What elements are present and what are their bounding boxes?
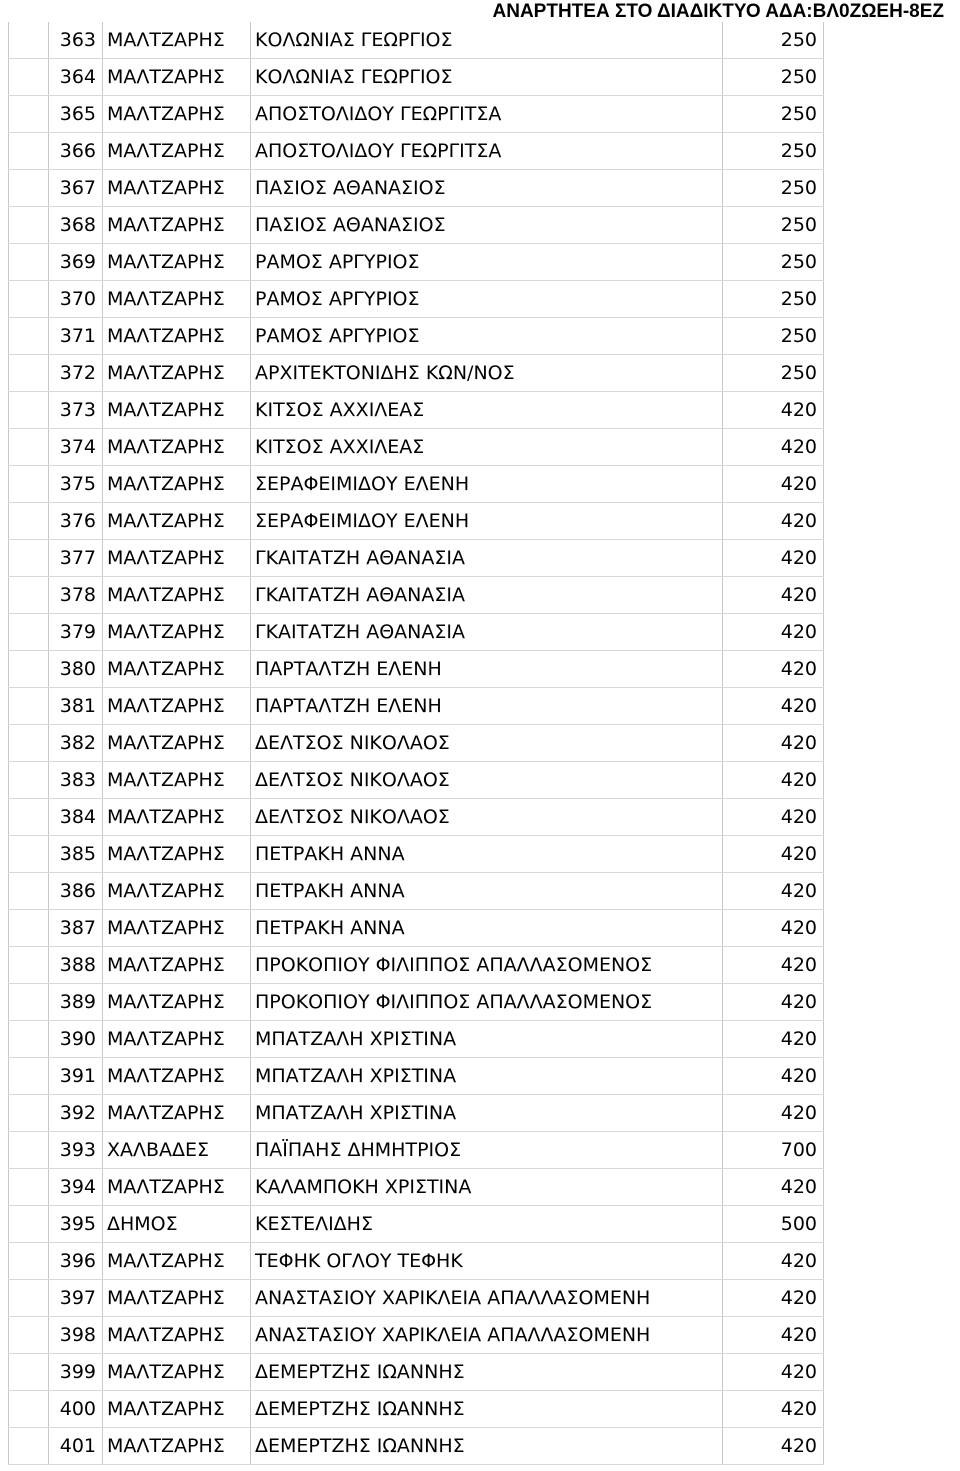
row-number: 396 xyxy=(49,1243,103,1280)
person-name: ΚΟΛΩΝΙΑΣ ΓΕΩΡΓΙΟΣ xyxy=(251,59,723,96)
area-name: ΜΑΛΤΖΑΡΗΣ xyxy=(103,1391,251,1428)
area-name: ΜΑΛΤΖΑΡΗΣ xyxy=(103,910,251,947)
blank-cell xyxy=(9,725,49,762)
area-name: ΜΑΛΤΖΑΡΗΣ xyxy=(103,688,251,725)
area-name: ΧΑΛΒΑΔΕΣ xyxy=(103,1132,251,1169)
table-row xyxy=(9,22,824,59)
row-number: 369 xyxy=(49,244,103,281)
amount-value: 250 xyxy=(723,170,824,207)
area-name: ΜΑΛΤΖΑΡΗΣ xyxy=(103,133,251,170)
row-number: 384 xyxy=(49,799,103,836)
amount-value: 420 xyxy=(723,392,824,429)
person-name: ΓΚΑΙΤΑΤΖΗ ΑΘΑΝΑΣΙΑ xyxy=(251,540,723,577)
row-number: 375 xyxy=(49,466,103,503)
amount-value: 250 xyxy=(723,22,824,59)
amount-value: 420 xyxy=(723,836,824,873)
row-number: 363 xyxy=(49,22,103,59)
area-name: ΜΑΛΤΖΑΡΗΣ xyxy=(103,318,251,355)
blank-cell xyxy=(9,59,49,96)
row-number: 376 xyxy=(49,503,103,540)
amount-value: 250 xyxy=(723,244,824,281)
person-name: ΓΚΑΙΤΑΤΖΗ ΑΘΑΝΑΣΙΑ xyxy=(251,614,723,651)
person-name: ΠΑΡΤΑΛΤΖΗ ΕΛΕΝΗ xyxy=(251,688,723,725)
table-row xyxy=(9,688,824,725)
area-name: ΜΑΛΤΖΑΡΗΣ xyxy=(103,22,251,59)
amount-value: 420 xyxy=(723,1021,824,1058)
table-row xyxy=(9,725,824,762)
table-row xyxy=(9,170,824,207)
person-name: ΠΑΣΙΟΣ ΑΘΑΝΑΣΙΟΣ xyxy=(251,170,723,207)
person-name: ΑΠΟΣΤΟΛΙΔΟΥ ΓΕΩΡΓΙΤΣΑ xyxy=(251,133,723,170)
blank-cell xyxy=(9,318,49,355)
area-name: ΜΑΛΤΖΑΡΗΣ xyxy=(103,1021,251,1058)
area-name: ΜΑΛΤΖΑΡΗΣ xyxy=(103,392,251,429)
blank-cell xyxy=(9,1058,49,1095)
blank-cell xyxy=(9,466,49,503)
amount-value: 420 xyxy=(723,540,824,577)
table-row xyxy=(9,59,824,96)
row-number: 372 xyxy=(49,355,103,392)
table-row xyxy=(9,355,824,392)
person-name: ΚΙΤΣΟΣ ΑΧΧΙΛΕΑΣ xyxy=(251,392,723,429)
blank-cell xyxy=(9,503,49,540)
blank-cell xyxy=(9,429,49,466)
table-row xyxy=(9,540,824,577)
blank-cell xyxy=(9,651,49,688)
amount-value: 420 xyxy=(723,1317,824,1354)
blank-cell xyxy=(9,1428,49,1465)
amount-value: 700 xyxy=(723,1132,824,1169)
amount-value: 420 xyxy=(723,577,824,614)
blank-cell xyxy=(9,244,49,281)
amount-value: 420 xyxy=(723,1169,824,1206)
table-row xyxy=(9,429,824,466)
row-number: 401 xyxy=(49,1428,103,1465)
area-name: ΜΑΛΤΖΑΡΗΣ xyxy=(103,503,251,540)
blank-cell xyxy=(9,1095,49,1132)
table-row xyxy=(9,96,824,133)
table-row xyxy=(9,577,824,614)
person-name: ΠΑΡΤΑΛΤΖΗ ΕΛΕΝΗ xyxy=(251,651,723,688)
amount-value: 250 xyxy=(723,355,824,392)
table-row xyxy=(9,799,824,836)
blank-cell xyxy=(9,1280,49,1317)
table-row xyxy=(9,651,824,688)
person-name: ΑΝΑΣΤΑΣΙΟΥ ΧΑΡΙΚΛΕΙΑ ΑΠΑΛΛΑΣΟΜΕΝΗ xyxy=(251,1317,723,1354)
table-row xyxy=(9,1428,824,1465)
area-name: ΜΑΛΤΖΑΡΗΣ xyxy=(103,96,251,133)
row-number: 379 xyxy=(49,614,103,651)
person-name: ΠΕΤΡΑΚΗ ΑΝΝΑ xyxy=(251,836,723,873)
person-name: ΚΙΤΣΟΣ ΑΧΧΙΛΕΑΣ xyxy=(251,429,723,466)
row-number: 391 xyxy=(49,1058,103,1095)
table-row xyxy=(9,318,824,355)
person-name: ΔΕΛΤΣΟΣ ΝΙΚΟΛΑΟΣ xyxy=(251,799,723,836)
area-name: ΜΑΛΤΖΑΡΗΣ xyxy=(103,614,251,651)
person-name: ΡΑΜΟΣ ΑΡΓΥΡΙΟΣ xyxy=(251,281,723,318)
table-row xyxy=(9,466,824,503)
table-row xyxy=(9,1021,824,1058)
blank-cell xyxy=(9,614,49,651)
blank-cell xyxy=(9,1391,49,1428)
row-number: 388 xyxy=(49,947,103,984)
table-row xyxy=(9,873,824,910)
table-row xyxy=(9,133,824,170)
blank-cell xyxy=(9,984,49,1021)
amount-value: 420 xyxy=(723,799,824,836)
table-row xyxy=(9,503,824,540)
row-number: 364 xyxy=(49,59,103,96)
row-number: 378 xyxy=(49,577,103,614)
amount-value: 250 xyxy=(723,318,824,355)
blank-cell xyxy=(9,577,49,614)
person-name: ΚΑΛΑΜΠΟΚΗ ΧΡΙΣΤΙΝΑ xyxy=(251,1169,723,1206)
table-row xyxy=(9,947,824,984)
row-number: 386 xyxy=(49,873,103,910)
table-row xyxy=(9,614,824,651)
records-table-body xyxy=(9,22,824,1465)
person-name: ΜΠΑΤΖΑΛΗ ΧΡΙΣΤΙΝΑ xyxy=(251,1021,723,1058)
table-row xyxy=(9,281,824,318)
blank-cell xyxy=(9,1169,49,1206)
amount-value: 420 xyxy=(723,429,824,466)
area-name: ΜΑΛΤΖΑΡΗΣ xyxy=(103,59,251,96)
person-name: ΠΡΟΚΟΠΙΟΥ ΦΙΛΙΠΠΟΣ ΑΠΑΛΛΑΣΟΜΕΝΟΣ xyxy=(251,984,723,1021)
blank-cell xyxy=(9,1243,49,1280)
table-row xyxy=(9,1391,824,1428)
amount-value: 420 xyxy=(723,1280,824,1317)
blank-cell xyxy=(9,799,49,836)
area-name: ΜΑΛΤΖΑΡΗΣ xyxy=(103,281,251,318)
table-row xyxy=(9,1280,824,1317)
person-name: ΣΕΡΑΦΕΙΜΙΔΟΥ ΕΛΕΝΗ xyxy=(251,466,723,503)
row-number: 373 xyxy=(49,392,103,429)
table-row xyxy=(9,207,824,244)
row-number: 382 xyxy=(49,725,103,762)
blank-cell xyxy=(9,96,49,133)
amount-value: 420 xyxy=(723,1095,824,1132)
area-name: ΜΑΛΤΖΑΡΗΣ xyxy=(103,355,251,392)
blank-cell xyxy=(9,762,49,799)
area-name: ΜΑΛΤΖΑΡΗΣ xyxy=(103,873,251,910)
area-name: ΜΑΛΤΖΑΡΗΣ xyxy=(103,1280,251,1317)
table-row xyxy=(9,1058,824,1095)
person-name: ΔΕΛΤΣΟΣ ΝΙΚΟΛΑΟΣ xyxy=(251,725,723,762)
person-name: ΔΕΜΕΡΤΖΗΣ ΙΩΑΝΝΗΣ xyxy=(251,1354,723,1391)
area-name: ΜΑΛΤΖΑΡΗΣ xyxy=(103,836,251,873)
area-name: ΜΑΛΤΖΑΡΗΣ xyxy=(103,1243,251,1280)
row-number: 370 xyxy=(49,281,103,318)
blank-cell xyxy=(9,947,49,984)
person-name: ΠΡΟΚΟΠΙΟΥ ΦΙΛΙΠΠΟΣ ΑΠΑΛΛΑΣΟΜΕΝΟΣ xyxy=(251,947,723,984)
area-name: ΜΑΛΤΖΑΡΗΣ xyxy=(103,799,251,836)
row-number: 392 xyxy=(49,1095,103,1132)
blank-cell xyxy=(9,1021,49,1058)
area-name: ΜΑΛΤΖΑΡΗΣ xyxy=(103,1095,251,1132)
row-number: 398 xyxy=(49,1317,103,1354)
amount-value: 250 xyxy=(723,96,824,133)
area-name: ΜΑΛΤΖΑΡΗΣ xyxy=(103,429,251,466)
blank-cell xyxy=(9,836,49,873)
row-number: 394 xyxy=(49,1169,103,1206)
area-name: ΜΑΛΤΖΑΡΗΣ xyxy=(103,651,251,688)
blank-cell xyxy=(9,22,49,59)
person-name: ΠΑΣΙΟΣ ΑΘΑΝΑΣΙΟΣ xyxy=(251,207,723,244)
person-name: ΣΕΡΑΦΕΙΜΙΔΟΥ ΕΛΕΝΗ xyxy=(251,503,723,540)
amount-value: 420 xyxy=(723,651,824,688)
table-row xyxy=(9,1169,824,1206)
row-number: 385 xyxy=(49,836,103,873)
row-number: 389 xyxy=(49,984,103,1021)
amount-value: 420 xyxy=(723,762,824,799)
table-row xyxy=(9,762,824,799)
row-number: 390 xyxy=(49,1021,103,1058)
records-table xyxy=(8,22,824,1465)
amount-value: 250 xyxy=(723,59,824,96)
area-name: ΜΑΛΤΖΑΡΗΣ xyxy=(103,466,251,503)
row-number: 366 xyxy=(49,133,103,170)
blank-cell xyxy=(9,540,49,577)
row-number: 395 xyxy=(49,1206,103,1243)
area-name: ΜΑΛΤΖΑΡΗΣ xyxy=(103,540,251,577)
row-number: 377 xyxy=(49,540,103,577)
row-number: 387 xyxy=(49,910,103,947)
row-number: 383 xyxy=(49,762,103,799)
table-row xyxy=(9,1317,824,1354)
amount-value: 420 xyxy=(723,873,824,910)
table-row xyxy=(9,836,824,873)
area-name: ΜΑΛΤΖΑΡΗΣ xyxy=(103,1169,251,1206)
person-name: ΜΠΑΤΖΑΛΗ ΧΡΙΣΤΙΝΑ xyxy=(251,1058,723,1095)
blank-cell xyxy=(9,207,49,244)
area-name: ΜΑΛΤΖΑΡΗΣ xyxy=(103,984,251,1021)
area-name: ΜΑΛΤΖΑΡΗΣ xyxy=(103,1354,251,1391)
amount-value: 420 xyxy=(723,466,824,503)
table-row xyxy=(9,1243,824,1280)
person-name: ΓΚΑΙΤΑΤΖΗ ΑΘΑΝΑΣΙΑ xyxy=(251,577,723,614)
row-number: 365 xyxy=(49,96,103,133)
person-name: ΚΟΛΩΝΙΑΣ ΓΕΩΡΓΙΟΣ xyxy=(251,22,723,59)
blank-cell xyxy=(9,170,49,207)
amount-value: 420 xyxy=(723,688,824,725)
person-name: ΜΠΑΤΖΑΛΗ ΧΡΙΣΤΙΝΑ xyxy=(251,1095,723,1132)
person-name: ΑΠΟΣΤΟΛΙΔΟΥ ΓΕΩΡΓΙΤΣΑ xyxy=(251,96,723,133)
amount-value: 420 xyxy=(723,984,824,1021)
area-name: ΜΑΛΤΖΑΡΗΣ xyxy=(103,1428,251,1465)
blank-cell xyxy=(9,281,49,318)
area-name: ΜΑΛΤΖΑΡΗΣ xyxy=(103,1317,251,1354)
row-number: 400 xyxy=(49,1391,103,1428)
blank-cell xyxy=(9,1132,49,1169)
amount-value: 420 xyxy=(723,947,824,984)
area-name: ΜΑΛΤΖΑΡΗΣ xyxy=(103,1058,251,1095)
blank-cell xyxy=(9,688,49,725)
table-row xyxy=(9,984,824,1021)
blank-cell xyxy=(9,1354,49,1391)
person-name: ΠΕΤΡΑΚΗ ΑΝΝΑ xyxy=(251,910,723,947)
amount-value: 420 xyxy=(723,1354,824,1391)
blank-cell xyxy=(9,1317,49,1354)
area-name: ΜΑΛΤΖΑΡΗΣ xyxy=(103,762,251,799)
table-row xyxy=(9,1095,824,1132)
area-name: ΜΑΛΤΖΑΡΗΣ xyxy=(103,725,251,762)
blank-cell xyxy=(9,133,49,170)
amount-value: 250 xyxy=(723,207,824,244)
amount-value: 420 xyxy=(723,725,824,762)
blank-cell xyxy=(9,910,49,947)
ada-header-stamp: ΑΝΑΡΤΗΤΕΑ ΣΤΟ ΔΙΑΔΙΚΤΥΟ ΑΔΑ:ΒΛ0ΖΩΕΗ-8ΕΖ xyxy=(492,1,944,22)
amount-value: 420 xyxy=(723,1058,824,1095)
row-number: 397 xyxy=(49,1280,103,1317)
person-name: ΠΕΤΡΑΚΗ ΑΝΝΑ xyxy=(251,873,723,910)
blank-cell xyxy=(9,355,49,392)
blank-cell xyxy=(9,392,49,429)
amount-value: 420 xyxy=(723,1428,824,1465)
row-number: 393 xyxy=(49,1132,103,1169)
person-name: ΔΕΛΤΣΟΣ ΝΙΚΟΛΑΟΣ xyxy=(251,762,723,799)
area-name: ΔΗΜΟΣ xyxy=(103,1206,251,1243)
area-name: ΜΑΛΤΖΑΡΗΣ xyxy=(103,244,251,281)
table-row xyxy=(9,1206,824,1243)
table-row xyxy=(9,392,824,429)
amount-value: 420 xyxy=(723,910,824,947)
blank-cell xyxy=(9,1206,49,1243)
amount-value: 420 xyxy=(723,614,824,651)
area-name: ΜΑΛΤΖΑΡΗΣ xyxy=(103,170,251,207)
table-row xyxy=(9,910,824,947)
row-number: 381 xyxy=(49,688,103,725)
row-number: 367 xyxy=(49,170,103,207)
person-name: ΑΡΧΙΤΕΚΤΟΝΙΔΗΣ ΚΩΝ/ΝΟΣ xyxy=(251,355,723,392)
row-number: 399 xyxy=(49,1354,103,1391)
amount-value: 250 xyxy=(723,281,824,318)
area-name: ΜΑΛΤΖΑΡΗΣ xyxy=(103,947,251,984)
person-name: ΤΕΦΗΚ ΟΓΛΟΥ ΤΕΦΗΚ xyxy=(251,1243,723,1280)
person-name: ΔΕΜΕΡΤΖΗΣ ΙΩΑΝΝΗΣ xyxy=(251,1391,723,1428)
person-name: ΡΑΜΟΣ ΑΡΓΥΡΙΟΣ xyxy=(251,244,723,281)
area-name: ΜΑΛΤΖΑΡΗΣ xyxy=(103,577,251,614)
table-row xyxy=(9,1132,824,1169)
blank-cell xyxy=(9,873,49,910)
person-name: ΑΝΑΣΤΑΣΙΟΥ ΧΑΡΙΚΛΕΙΑ ΑΠΑΛΛΑΣΟΜΕΝΗ xyxy=(251,1280,723,1317)
amount-value: 420 xyxy=(723,503,824,540)
row-number: 374 xyxy=(49,429,103,466)
area-name: ΜΑΛΤΖΑΡΗΣ xyxy=(103,207,251,244)
table-row xyxy=(9,1354,824,1391)
person-name: ΔΕΜΕΡΤΖΗΣ ΙΩΑΝΝΗΣ xyxy=(251,1428,723,1465)
row-number: 371 xyxy=(49,318,103,355)
amount-value: 250 xyxy=(723,133,824,170)
row-number: 368 xyxy=(49,207,103,244)
row-number: 380 xyxy=(49,651,103,688)
amount-value: 500 xyxy=(723,1206,824,1243)
amount-value: 420 xyxy=(723,1243,824,1280)
amount-value: 420 xyxy=(723,1391,824,1428)
table-row xyxy=(9,244,824,281)
person-name: ΚΕΣΤΕΛΙΔΗΣ xyxy=(251,1206,723,1243)
person-name: ΠΑΪΠΑΗΣ ΔΗΜΗΤΡΙΟΣ xyxy=(251,1132,723,1169)
person-name: ΡΑΜΟΣ ΑΡΓΥΡΙΟΣ xyxy=(251,318,723,355)
